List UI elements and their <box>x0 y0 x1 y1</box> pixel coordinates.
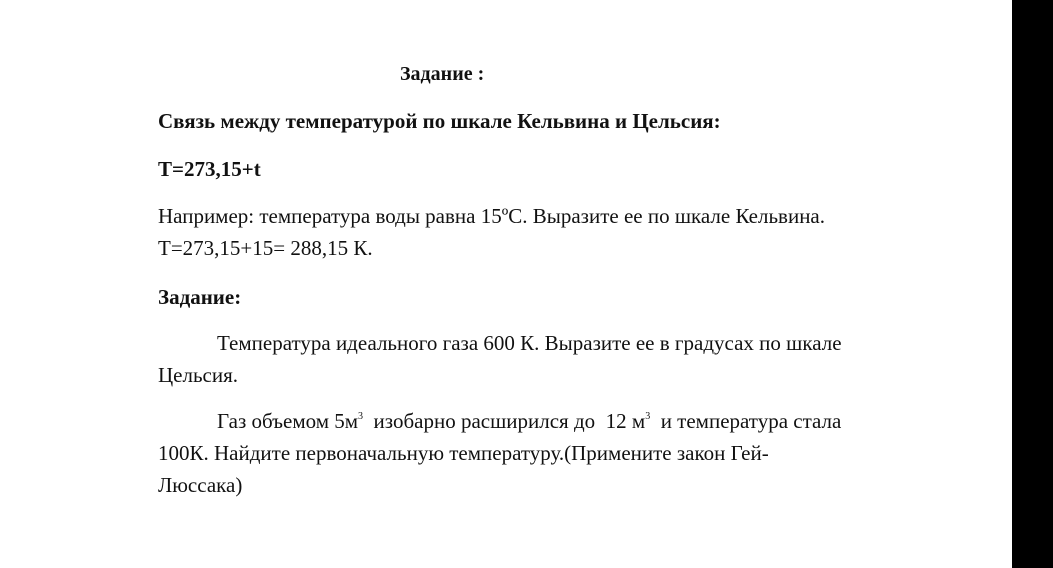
example-line-1: Например: температура воды равна 15ºС. Выразите ее по шкале Кельвина. <box>158 204 826 228</box>
task2-text-a: Газ объемом 5м <box>217 409 359 433</box>
task2-text-b: изобарно расширился до 12 м <box>363 409 646 433</box>
task2-text-c: и температура стала <box>650 409 842 433</box>
task2-line-1 <box>217 408 841 434</box>
task-heading: Задание: <box>158 285 242 309</box>
task1-line-1: Температура идеального газа 600 К. Выразите ее в градусах по шкале <box>217 331 842 355</box>
task1-line-2: Цельсия. <box>158 363 239 387</box>
formula: T=273,15+t <box>158 157 261 181</box>
task2-line-3: Люссака) <box>158 473 243 497</box>
superscript-cubed: 3 <box>645 411 651 422</box>
example-line-2: Т=273,15+15= 288,15 К. <box>158 236 373 260</box>
superscript-cubed: 3 <box>358 411 364 422</box>
page-title: Задание : <box>400 63 485 85</box>
section-heading: Связь между температурой по шкале Кельвина и Цельсия: <box>158 109 721 133</box>
task2-line-2: 100К. Найдите первоначальную температуру.(Примените закон Гей- <box>158 441 769 465</box>
